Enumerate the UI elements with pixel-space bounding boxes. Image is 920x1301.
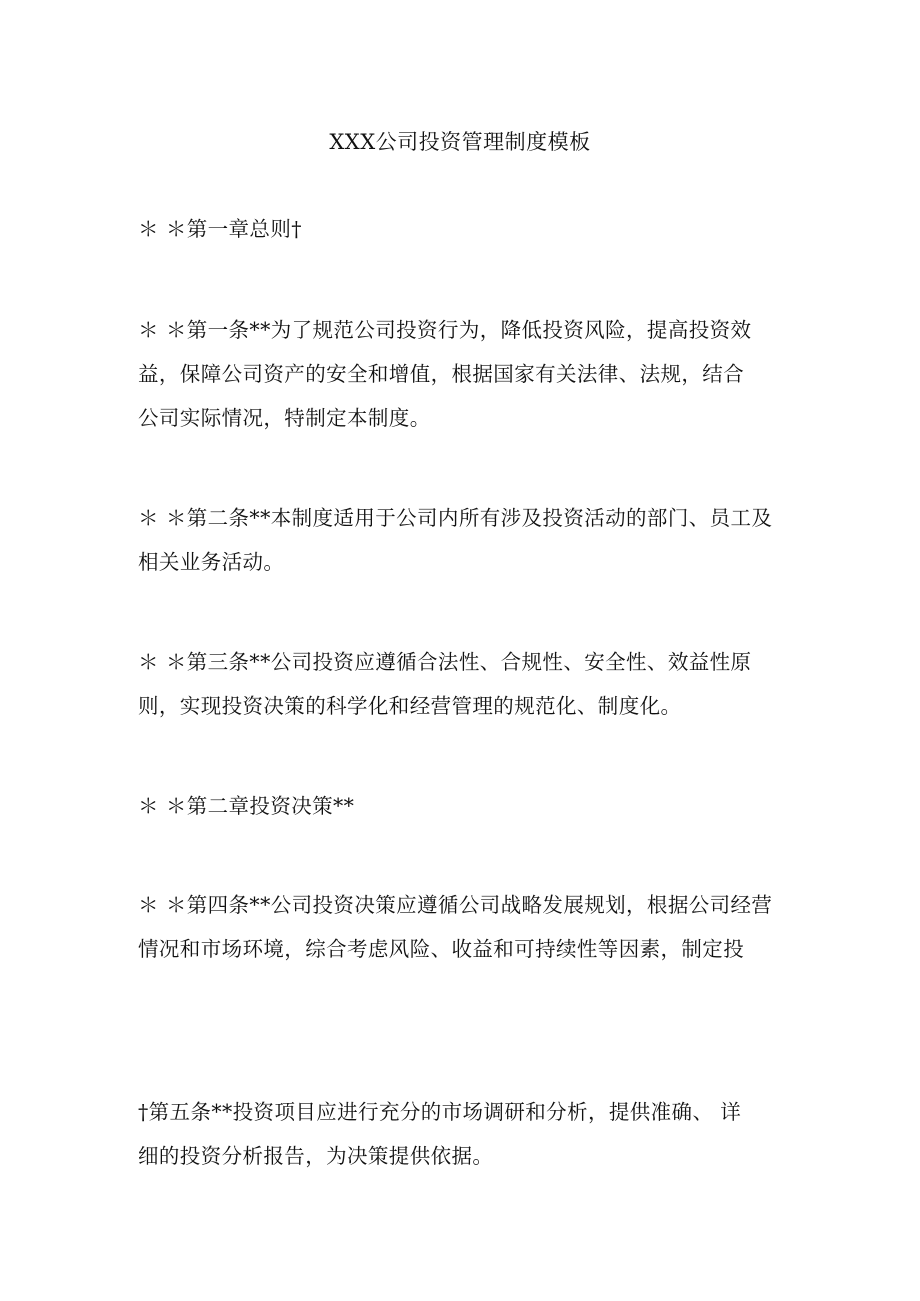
article-1-paragraph	[138, 308, 788, 440]
text-line: ＊ ＊第二条**本制度适用于公司内所有涉及投资活动的部门、员工及	[138, 506, 773, 530]
text-line: 公司实际情况，特制定本制度。	[138, 406, 431, 430]
text-line: 相关业务活动。	[138, 550, 285, 574]
text-line: ＊ ＊第三条**公司投资应遵循合法性、合规性、安全性、效益性原	[138, 650, 752, 674]
text-line: 则，实现投资决策的科学化和经营管理的规范化、制度化。	[138, 694, 682, 718]
document-title: XXX公司投资管理制度模板	[329, 130, 591, 154]
text-line: ＊ ＊第二章投资决策**	[138, 794, 355, 818]
article-5-paragraph	[138, 1090, 788, 1178]
text-line: †第五条**投资项目应进行充分的市场调研和分析，提供准确、 详	[138, 1100, 742, 1124]
chapter-1-heading	[138, 207, 788, 251]
text-line: ＊ ＊第一条**为了规范公司投资行为，降低投资风险，提高投资效	[138, 318, 752, 342]
article-4-paragraph	[138, 883, 788, 971]
text-line: 细的投资分析报告，为决策提供依据。	[138, 1144, 494, 1168]
article-2-paragraph	[138, 496, 788, 584]
text-line: ＊ ＊第一章总则†	[138, 217, 302, 241]
article-3-paragraph	[138, 640, 788, 728]
text-line: 益，保障公司资产的安全和增值，根据国家有关法律、法规，结合	[138, 362, 745, 386]
chapter-2-heading	[138, 784, 788, 828]
text-line: ＊ ＊第四条**公司投资决策应遵循公司战略发展规划，根据公司经营	[138, 893, 773, 917]
text-line: 情况和市场环境，综合考虑风险、收益和可持续性等因素，制定投	[138, 937, 745, 961]
